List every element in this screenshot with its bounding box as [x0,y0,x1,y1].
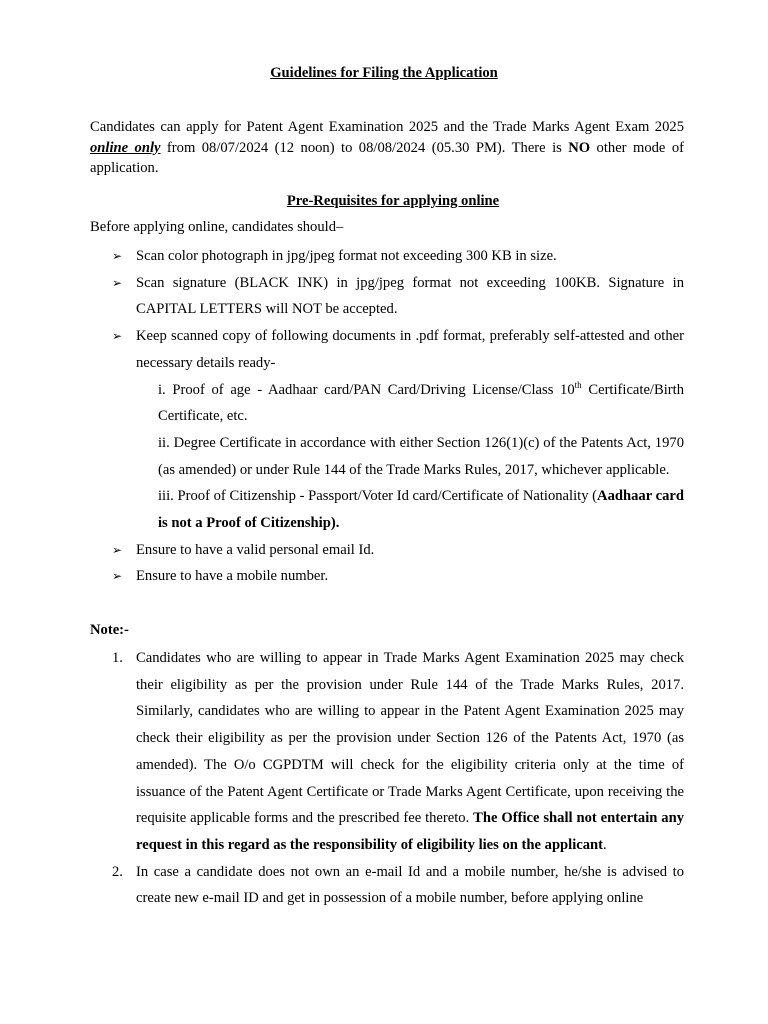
page-title: Guidelines for Filing the Application [270,65,498,81]
bullet-mobile-text: Ensure to have a mobile number. [136,568,329,585]
note-1-text-end: . [603,836,607,853]
list-item [112,537,684,564]
doc-age-item [158,377,684,430]
note-number-2: 2. [112,863,123,880]
documents-sublist [136,377,684,537]
prerequisites-heading: Pre-Requisites for applying online [286,193,500,209]
bullet-email-text: Ensure to have a valid personal email Id. [136,541,375,558]
doc-degree-item: ii. Degree Certificate in accordance with either Section 126(1)(c) of the Patents Act, 1970 (as amended) or under Rule 144 of the Trade Marks Rules, 2017, whichever applicable. [158,434,684,478]
list-item [112,563,684,590]
bullet-photo-text: Scan color photograph in jpg/jpeg format not exceeding 300 KB in size. [136,248,557,264]
intro-text-3: other mode of application. [90,139,684,176]
online-only-emphasis: online only [90,139,161,156]
doc-age-superscript: th [574,379,582,390]
doc-age-text-a: i. Proof of age - Aadhaar card/PAN Card/Driving License/Class 10 [158,381,575,398]
doc-citizenship-text-b: Aadhaar card is not a Proof of Citizenship). [158,488,684,532]
doc-age-text-b: Certificate/Birth Certificate, etc. [158,381,684,425]
note-item-1 [112,645,684,859]
doc-citizenship-item [158,483,684,536]
intro-paragraph [90,117,684,179]
doc-citizenship-text-a: iii. Proof of Citizenship - Passport/Voter Id card/Certificate of Nationality ( [158,488,598,505]
no-emphasis: NO [568,139,591,156]
list-item [112,323,684,537]
bullet-signature-text: Scan signature (BLACK INK) in jpg/jpeg format not exceeding 100KB. Signature in CAPITAL LETTERS will NOT be accepted. [136,274,684,318]
list-item [112,243,684,270]
note-1-text-a: Candidates who are willing to appear in Trade Marks Agent Examination 2025 may check their eligibility as per the provision under Rule 144 of the Trade Marks Rules, 2017. Similarly, candidates who are willing to appear in the Patent Agent Examination 2025 may check their eligibility as per the provision under Section 126 of the Patents Act, 1970 (as amended). The O/o CGPDTM will check for the eligibility criteria only at the time of issuance of the Patent Agent Certificate or Trade Marks Agent Certificate, upon receiving the requisite applicable forms and the prescribed fee thereto. [136,650,684,827]
arrow-bullet-icon: ➢ [112,249,123,263]
bullet-documents-text: Keep scanned copy of following documents in .pdf format, preferably self-attested and other necessary details ready- [136,328,684,371]
note-number-1: 1. [112,650,123,666]
intro-text-2: from 08/07/2024 (12 noon) to 08/08/2024 (05.30 PM). There is [160,139,569,156]
arrow-bullet-icon: ➢ [112,329,123,344]
prerequisites-lead: Before applying online, candidates should– [90,219,344,235]
notes-list [112,645,684,912]
note-item-2 [112,859,684,912]
note-heading: Note:- [90,622,129,638]
note-1-text-bold: The Office shall not entertain any request in this regard as the responsibility of eligibility lies on the applicant [136,810,685,853]
arrow-bullet-icon: ➢ [112,275,123,290]
note-2-text: In case a candidate does not own an e-mail Id and a mobile number, he/she is advised to create new e-mail ID and get in possession of a mobile number, before applying online [136,863,684,907]
arrow-bullet-icon: ➢ [112,542,123,557]
intro-text-1: Candidates can apply for Patent Agent Examination 2025 and the Trade Marks Agent Exam 2025 [90,119,684,135]
list-item [112,270,684,323]
prerequisites-list [112,243,684,590]
arrow-bullet-icon: ➢ [112,569,123,584]
